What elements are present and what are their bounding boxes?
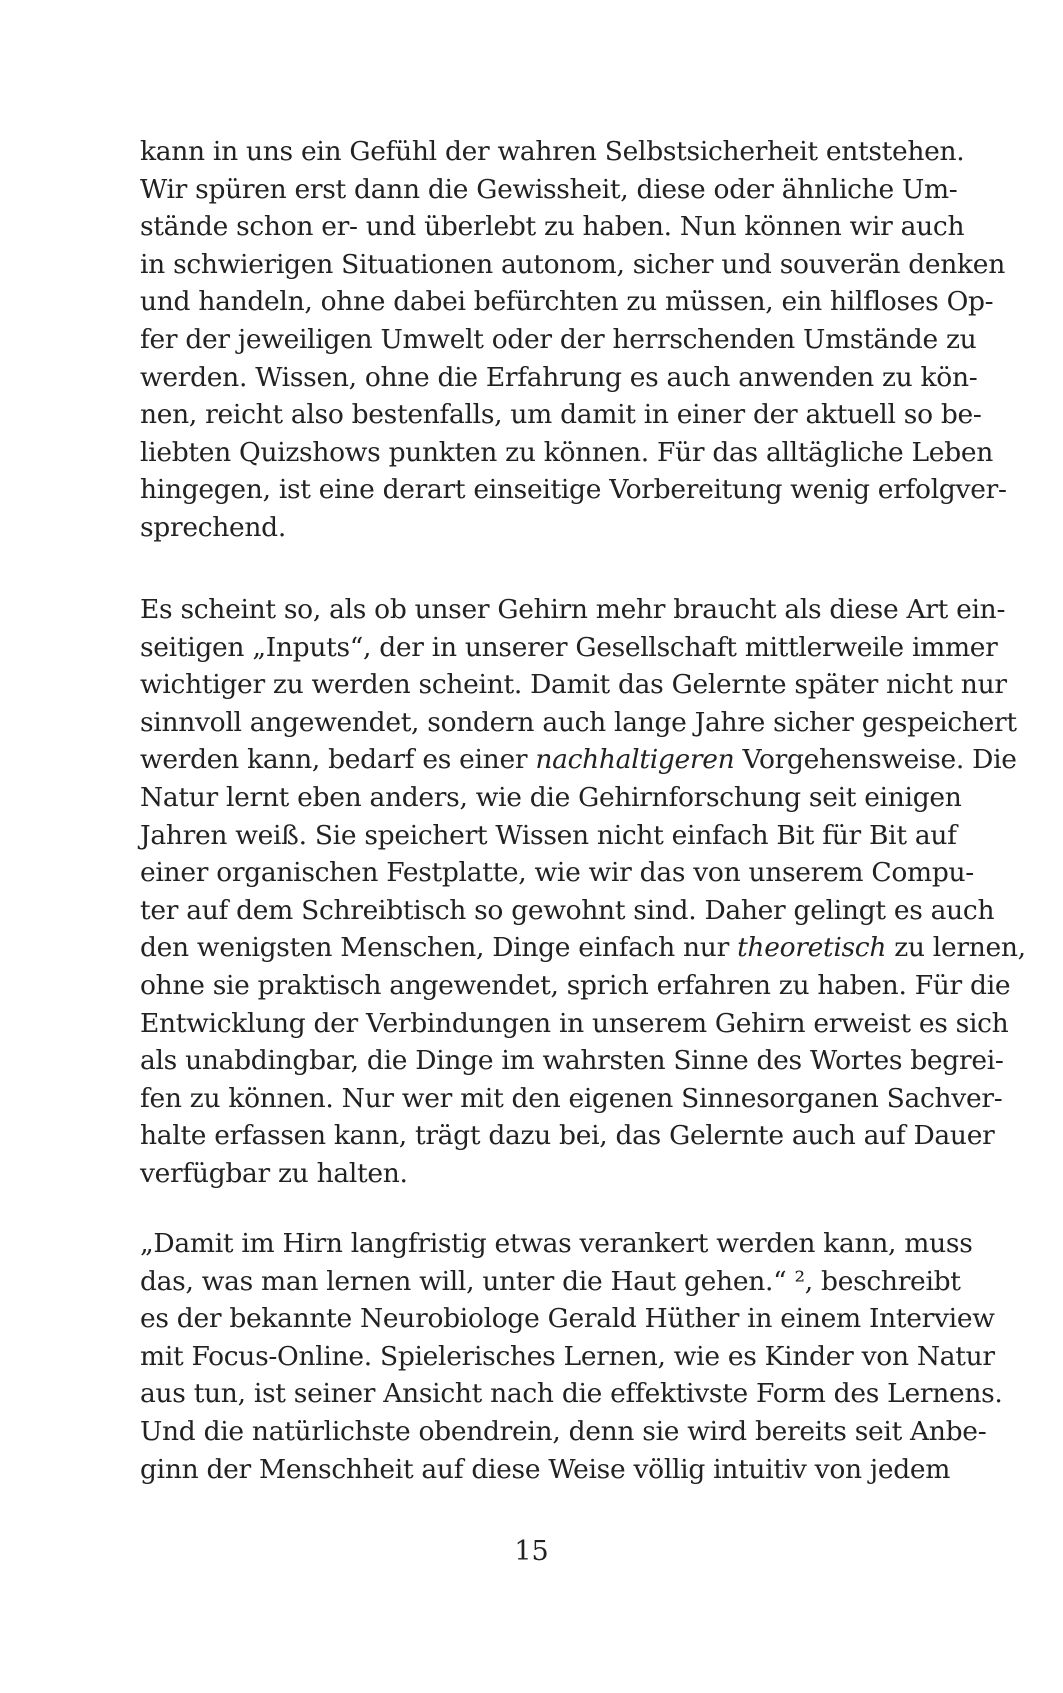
text-line: werden. Wissen, ohne die Erfahrung es auch anwenden zu kön- bbox=[140, 361, 978, 393]
text-line bbox=[140, 929, 1026, 967]
text-line: Natur lernt eben anders, wie die Gehirnforschung seit einigen bbox=[140, 781, 962, 813]
text-line: „Damit im Hirn langfristig etwas verankert werden kann, muss bbox=[140, 1228, 973, 1259]
text-line: liebten Quizshows punkten zu können. Für das alltägliche Leben bbox=[140, 436, 994, 468]
text-segment: werden kann, bedarf es einer bbox=[140, 744, 536, 776]
text-line: stände schon er- und überlebt zu haben. Nun können wir auch bbox=[140, 211, 965, 243]
text-line: ter auf dem Schreibtisch so gewohnt sind. Daher gelingt es auch bbox=[140, 894, 995, 926]
text-line: Es scheint so, als ob unser Gehirn mehr braucht als diese Art ein- bbox=[140, 594, 1006, 625]
text-line: aus tun, ist seiner Ansicht nach die effektivste Form des Lernens. bbox=[140, 1378, 1003, 1410]
text-line: sprechend. bbox=[140, 511, 286, 543]
text-line: als unabdingbar, die Dinge im wahrsten Sinne des Wortes begrei- bbox=[140, 1045, 1004, 1077]
text-line: seitigen „Inputs“, der in unserer Gesellschaft mittlerweile immer bbox=[140, 631, 998, 663]
text-line: hingegen, ist eine derart einseitige Vorbereitung wenig erfolgver- bbox=[140, 474, 1007, 506]
text-line: einer organischen Festplatte, wie wir das von unserem Compu- bbox=[140, 857, 974, 889]
text-line: fen zu können. Nur wer mit den eigenen Sinnesorganen Sachver- bbox=[140, 1082, 1003, 1114]
text-line: Jahren weiß. Sie speichert Wissen nicht einfach Bit für Bit auf bbox=[140, 819, 957, 851]
text-line: mit Focus-Online. Spielerisches Lernen, wie es Kinder von Natur bbox=[140, 1340, 995, 1372]
text-segment: zu lernen, bbox=[886, 932, 1026, 964]
text-line: sinnvoll angewendet, sondern auch lange Jahre sicher gespeichert bbox=[140, 706, 1017, 738]
text-line: fer der jeweiligen Umwelt oder der herrschenden Umstände zu bbox=[140, 323, 977, 355]
text-line: ginn der Menschheit auf diese Weise völlig intuitiv von jedem bbox=[140, 1453, 951, 1485]
text-line: in schwierigen Situationen autonom, sicher und souverän denken bbox=[140, 248, 1005, 280]
text-line: nen, reicht also bestenfalls, um damit in einer der aktuell so be- bbox=[140, 399, 982, 431]
paragraph-2 bbox=[140, 591, 1026, 1193]
text-line: ohne sie praktisch angewendet, sprich erfahren zu haben. Für die bbox=[140, 969, 1011, 1001]
text-line: wichtiger zu werden scheint. Damit das Gelernte später nicht nur bbox=[140, 669, 1007, 701]
text-line: das, was man lernen will, unter die Haut gehen.“ ², beschreibt bbox=[140, 1265, 961, 1297]
text-line: Wir spüren erst dann die Gewissheit, diese oder ähnliche Um- bbox=[140, 173, 958, 205]
text-line: halte erfassen kann, trägt dazu bei, das Gelernte auch auf Dauer bbox=[140, 1120, 995, 1152]
paragraph-1 bbox=[140, 133, 1007, 547]
text-line: Entwicklung der Verbindungen in unserem Gehirn erweist es sich bbox=[140, 1007, 1009, 1039]
text-segment: Vorgehensweise. Die bbox=[734, 744, 1017, 776]
emphasized-word: nachhaltigeren bbox=[535, 744, 735, 776]
emphasized-word: theoretisch bbox=[737, 932, 887, 964]
text-line bbox=[140, 741, 1017, 779]
paragraph-3 bbox=[140, 1225, 1003, 1488]
text-line: Und die natürlichste obendrein, denn sie wird bereits seit Anbe- bbox=[140, 1415, 987, 1447]
text-line: verfügbar zu halten. bbox=[140, 1157, 408, 1189]
page-number: 15 bbox=[514, 1536, 549, 1567]
text-segment: den wenigsten Menschen, Dinge einfach nur bbox=[140, 932, 738, 964]
text-line: es der bekannte Neurobiologe Gerald Hüther in einem Interview bbox=[140, 1303, 995, 1335]
text-line: kann in uns ein Gefühl der wahren Selbstsicherheit entstehen. bbox=[140, 136, 965, 167]
text-line: und handeln, ohne dabei befürchten zu müssen, ein hilfloses Op- bbox=[140, 286, 994, 318]
